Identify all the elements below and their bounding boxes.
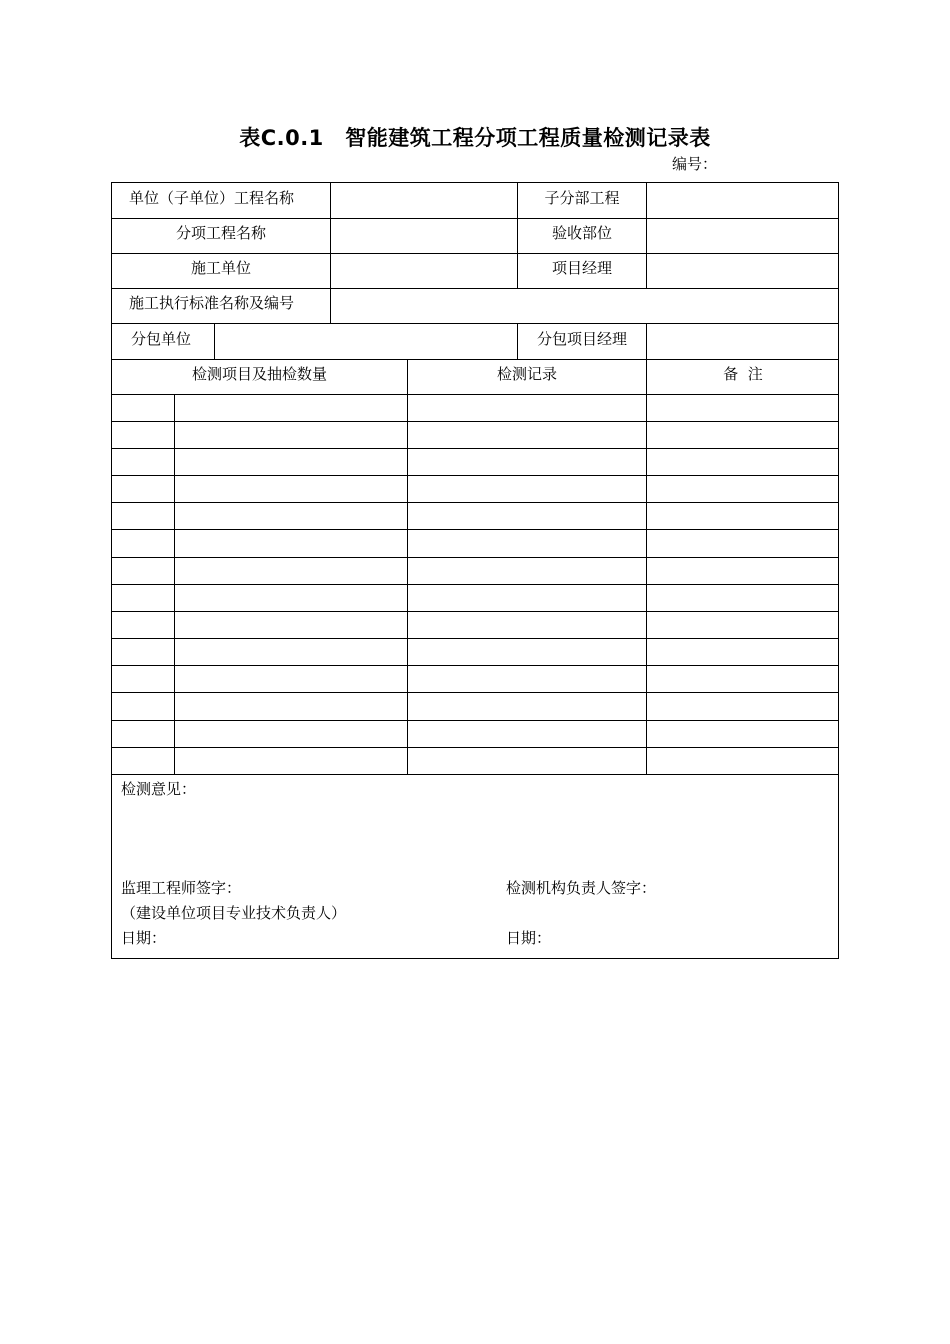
row-divider xyxy=(112,218,839,219)
grid-row-divider xyxy=(112,611,839,612)
project-manager-label: 项目经理 xyxy=(551,259,612,277)
grid-row-divider xyxy=(112,502,839,503)
agency-date-label: 日期： xyxy=(506,929,552,947)
grid-row-divider xyxy=(112,475,839,476)
grid-row-divider xyxy=(112,747,839,748)
inspection-opinion-label: 检测意见： xyxy=(121,780,197,798)
inspection-items-header: 检测项目及抽检数量 xyxy=(191,365,327,383)
column-divider xyxy=(330,183,331,289)
grid-row-divider xyxy=(112,557,839,558)
form-title: 表C.0.1 智能建筑工程分项工程质量检测记录表 xyxy=(239,126,711,150)
supervisor-date-label: 日期： xyxy=(121,929,167,947)
grid-row-divider xyxy=(112,638,839,639)
grid-row-divider xyxy=(112,774,839,775)
column-divider xyxy=(407,359,408,775)
subcontract-manager-label: 分包项目经理 xyxy=(536,330,627,348)
supervisor-role-note: （建设单位项目专业技术负责人） xyxy=(121,904,347,922)
row-divider xyxy=(112,288,839,289)
subcontract-unit-label: 分包单位 xyxy=(131,330,192,348)
unit-project-name-label: 单位（子单位）工程名称 xyxy=(129,189,295,207)
agency-signature-label: 检测机构负责人签字： xyxy=(506,879,657,897)
inspection-record-header: 检测记录 xyxy=(496,365,557,383)
supervisor-signature-label: 监理工程师签字： xyxy=(121,879,242,897)
grid-row-divider xyxy=(112,421,839,422)
row-divider xyxy=(112,253,839,254)
row-divider xyxy=(112,359,839,360)
grid-row-divider xyxy=(112,448,839,449)
remarks-header: 备 注 xyxy=(723,365,763,383)
grid-row-divider xyxy=(112,584,839,585)
column-divider xyxy=(646,183,647,289)
column-divider xyxy=(330,288,331,324)
acceptance-part-label: 验收部位 xyxy=(551,224,612,242)
sub-item-name-label: 分项工程名称 xyxy=(175,224,266,242)
serial-number-label: 编号： xyxy=(672,155,718,173)
column-divider xyxy=(214,323,215,360)
construction-standard-label: 施工执行标准名称及编号 xyxy=(129,294,295,312)
row-divider xyxy=(112,394,839,395)
grid-row-divider xyxy=(112,720,839,721)
construction-unit-label: 施工单位 xyxy=(190,259,251,277)
grid-row-divider xyxy=(112,692,839,693)
row-divider xyxy=(112,323,839,324)
column-divider xyxy=(174,394,175,775)
grid-row-divider xyxy=(112,665,839,666)
column-divider xyxy=(646,359,647,775)
grid-row-divider xyxy=(112,529,839,530)
inspection-record-form xyxy=(111,182,839,959)
column-divider xyxy=(646,323,647,360)
sub-division-label: 子分部工程 xyxy=(544,189,620,207)
